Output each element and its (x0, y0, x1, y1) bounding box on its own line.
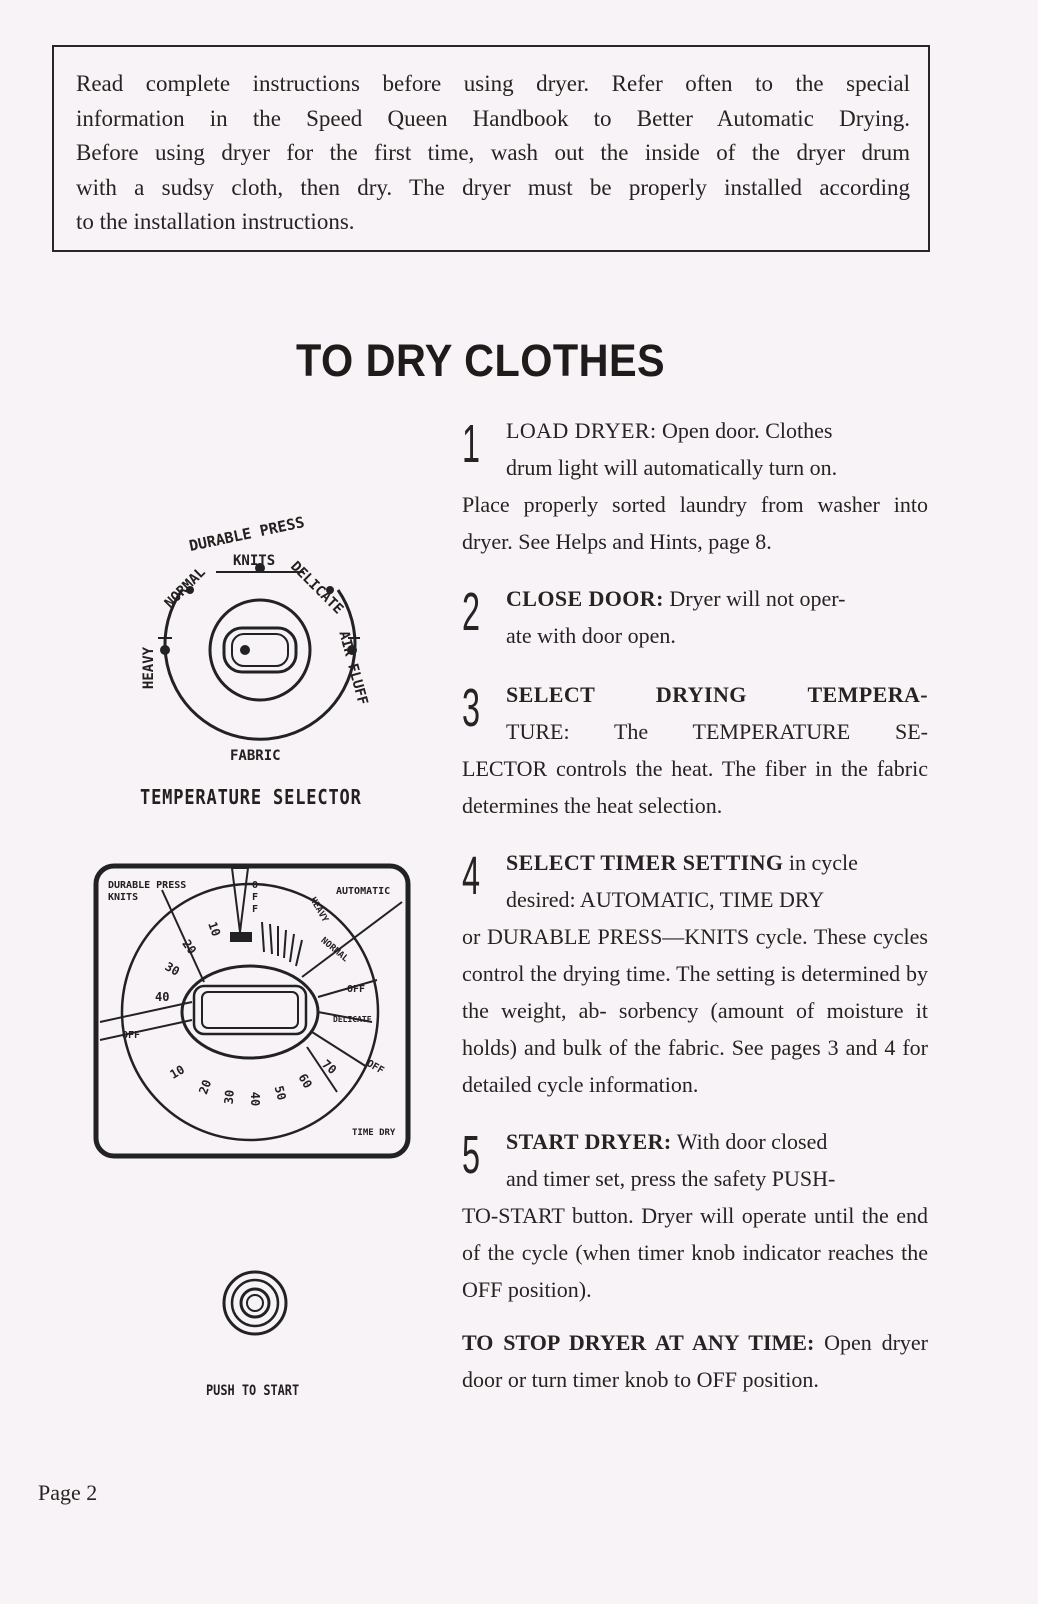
timer-label-automatic: AUTOMATIC (336, 886, 391, 897)
step-text: TURE: The TEMPERATURE SE- (506, 719, 928, 744)
step-1 (462, 412, 928, 560)
timer-tick-label: 20 (196, 1077, 215, 1097)
timer-tick-label: 70 (319, 1056, 340, 1078)
notice-line: Before using dryer for the first time, wash out the inside of the dryer drum (76, 140, 910, 165)
timer-label-time-dry: TIME DRY (352, 1128, 396, 1138)
timer-tick-label: 60 (295, 1071, 315, 1091)
step-text: drum light will automatically turn on. (506, 455, 838, 480)
step-4 (462, 844, 928, 1103)
temp-label-durable-press: DURABLE PRESS (187, 512, 306, 556)
step-number: 4 (462, 846, 481, 906)
temperature-selector-caption: TEMPERATURE SELECTOR (140, 785, 362, 809)
step-label: SELECT TIMER SETTING (506, 850, 784, 875)
steps-list (462, 412, 928, 1398)
timer-tick-label: 40 (248, 1091, 263, 1107)
step-text: Open door. Clothes (656, 418, 833, 443)
timer-tick-label: 50 (271, 1084, 289, 1102)
step-text: ate with door open. (506, 623, 676, 648)
step-text: LECTOR controls the heat. The fiber in the fabric determines the heat selection. (462, 756, 928, 818)
timer-label-delicate: DELICATE (333, 1015, 372, 1024)
page-title: TO DRY CLOTHES (296, 335, 666, 386)
step-label: SELECT DRYING TEMPERA- (506, 682, 928, 707)
step-5 (462, 1123, 928, 1308)
temp-label-delicate: DELICATE (287, 558, 347, 618)
timer-tick-label: 20 (179, 937, 200, 957)
step-3 (462, 676, 928, 824)
notice-line: Read complete instructions before using dryer. Refer often to the special (76, 71, 910, 96)
step-label: LOAD DRYER: (506, 418, 657, 443)
timer-tick-label: 10 (205, 919, 224, 939)
instructions-notice-box (52, 45, 930, 252)
step-text: Dryer will not oper- (663, 586, 846, 611)
temp-label-heavy: HEAVY (141, 646, 158, 690)
step-text: in cycle (783, 850, 858, 875)
temp-label-normal: NORMAL (161, 564, 209, 612)
step-label: START DRYER: (506, 1129, 672, 1154)
temp-label-air-fluff: AIR FLUFF (335, 629, 371, 707)
step-number: 3 (462, 678, 481, 738)
timer-tick-label: 30 (221, 1089, 237, 1105)
timer-label-off-top: OFF (252, 880, 259, 915)
timer-tick-label: 10 (167, 1062, 187, 1082)
temp-label-knits: KNITS (233, 553, 276, 569)
step-number: 1 (462, 414, 481, 474)
notice-line: information in the Speed Queen Handbook to Better Automatic Drying. (76, 105, 910, 131)
timer-label-off-right: OFF (347, 984, 366, 995)
timer-tick-label: 30 (162, 959, 182, 979)
timer-label-heavy: HEAVY (307, 895, 330, 925)
timer-label-durable-press-knits: DURABLE PRESS KNITS (108, 880, 187, 903)
push-to-start-button-icon (220, 1268, 290, 1338)
page-number: Page 2 (38, 1480, 98, 1505)
notice-line: with a sudsy cloth, then dry. The dryer must be properly installed according (76, 174, 910, 200)
timer-label-off-lower-right: OFF (364, 1058, 386, 1077)
step-number: 5 (462, 1125, 481, 1185)
notice-line: to the installation instructions. (76, 209, 355, 234)
stop-dryer-note (462, 1324, 928, 1398)
timer-label-off-left: OFF (122, 1030, 141, 1041)
timer-tick-label: 40 (155, 990, 170, 1004)
temp-label-fabric: FABRIC (230, 748, 281, 764)
step-2 (462, 580, 928, 654)
step-text: and timer set, press the safety PUSH- (506, 1166, 836, 1191)
step-text: TO-START button. Dryer will operate until the end of the cycle (when timer knob indicator reaches the OFF position). (462, 1203, 928, 1302)
step-text: desired: AUTOMATIC, TIME DRY (506, 887, 825, 912)
stop-label: TO STOP DRYER AT ANY TIME: (462, 1330, 815, 1355)
timer-label-normal: NORMAL (318, 935, 350, 965)
step-label: CLOSE DOOR: (506, 586, 664, 611)
stop-text: Open dryer door or turn timer knob to OFF position. (462, 1330, 928, 1392)
push-to-start-label: PUSH TO START (206, 1383, 300, 1399)
step-text: Place properly sorted laundry from washer into dryer. See Helps and Hints, page 8. (462, 492, 928, 554)
step-text: or DURABLE PRESS—KNITS cycle. These cycles control the drying time. The setting is determined by the weight, ab- sorbency (amount of moisture it holds) and bulk of the fabric. See pages 3 and 4 for detailed cycle information. (462, 924, 928, 1097)
step-text: With door closed (671, 1129, 828, 1154)
step-number: 2 (462, 582, 481, 642)
